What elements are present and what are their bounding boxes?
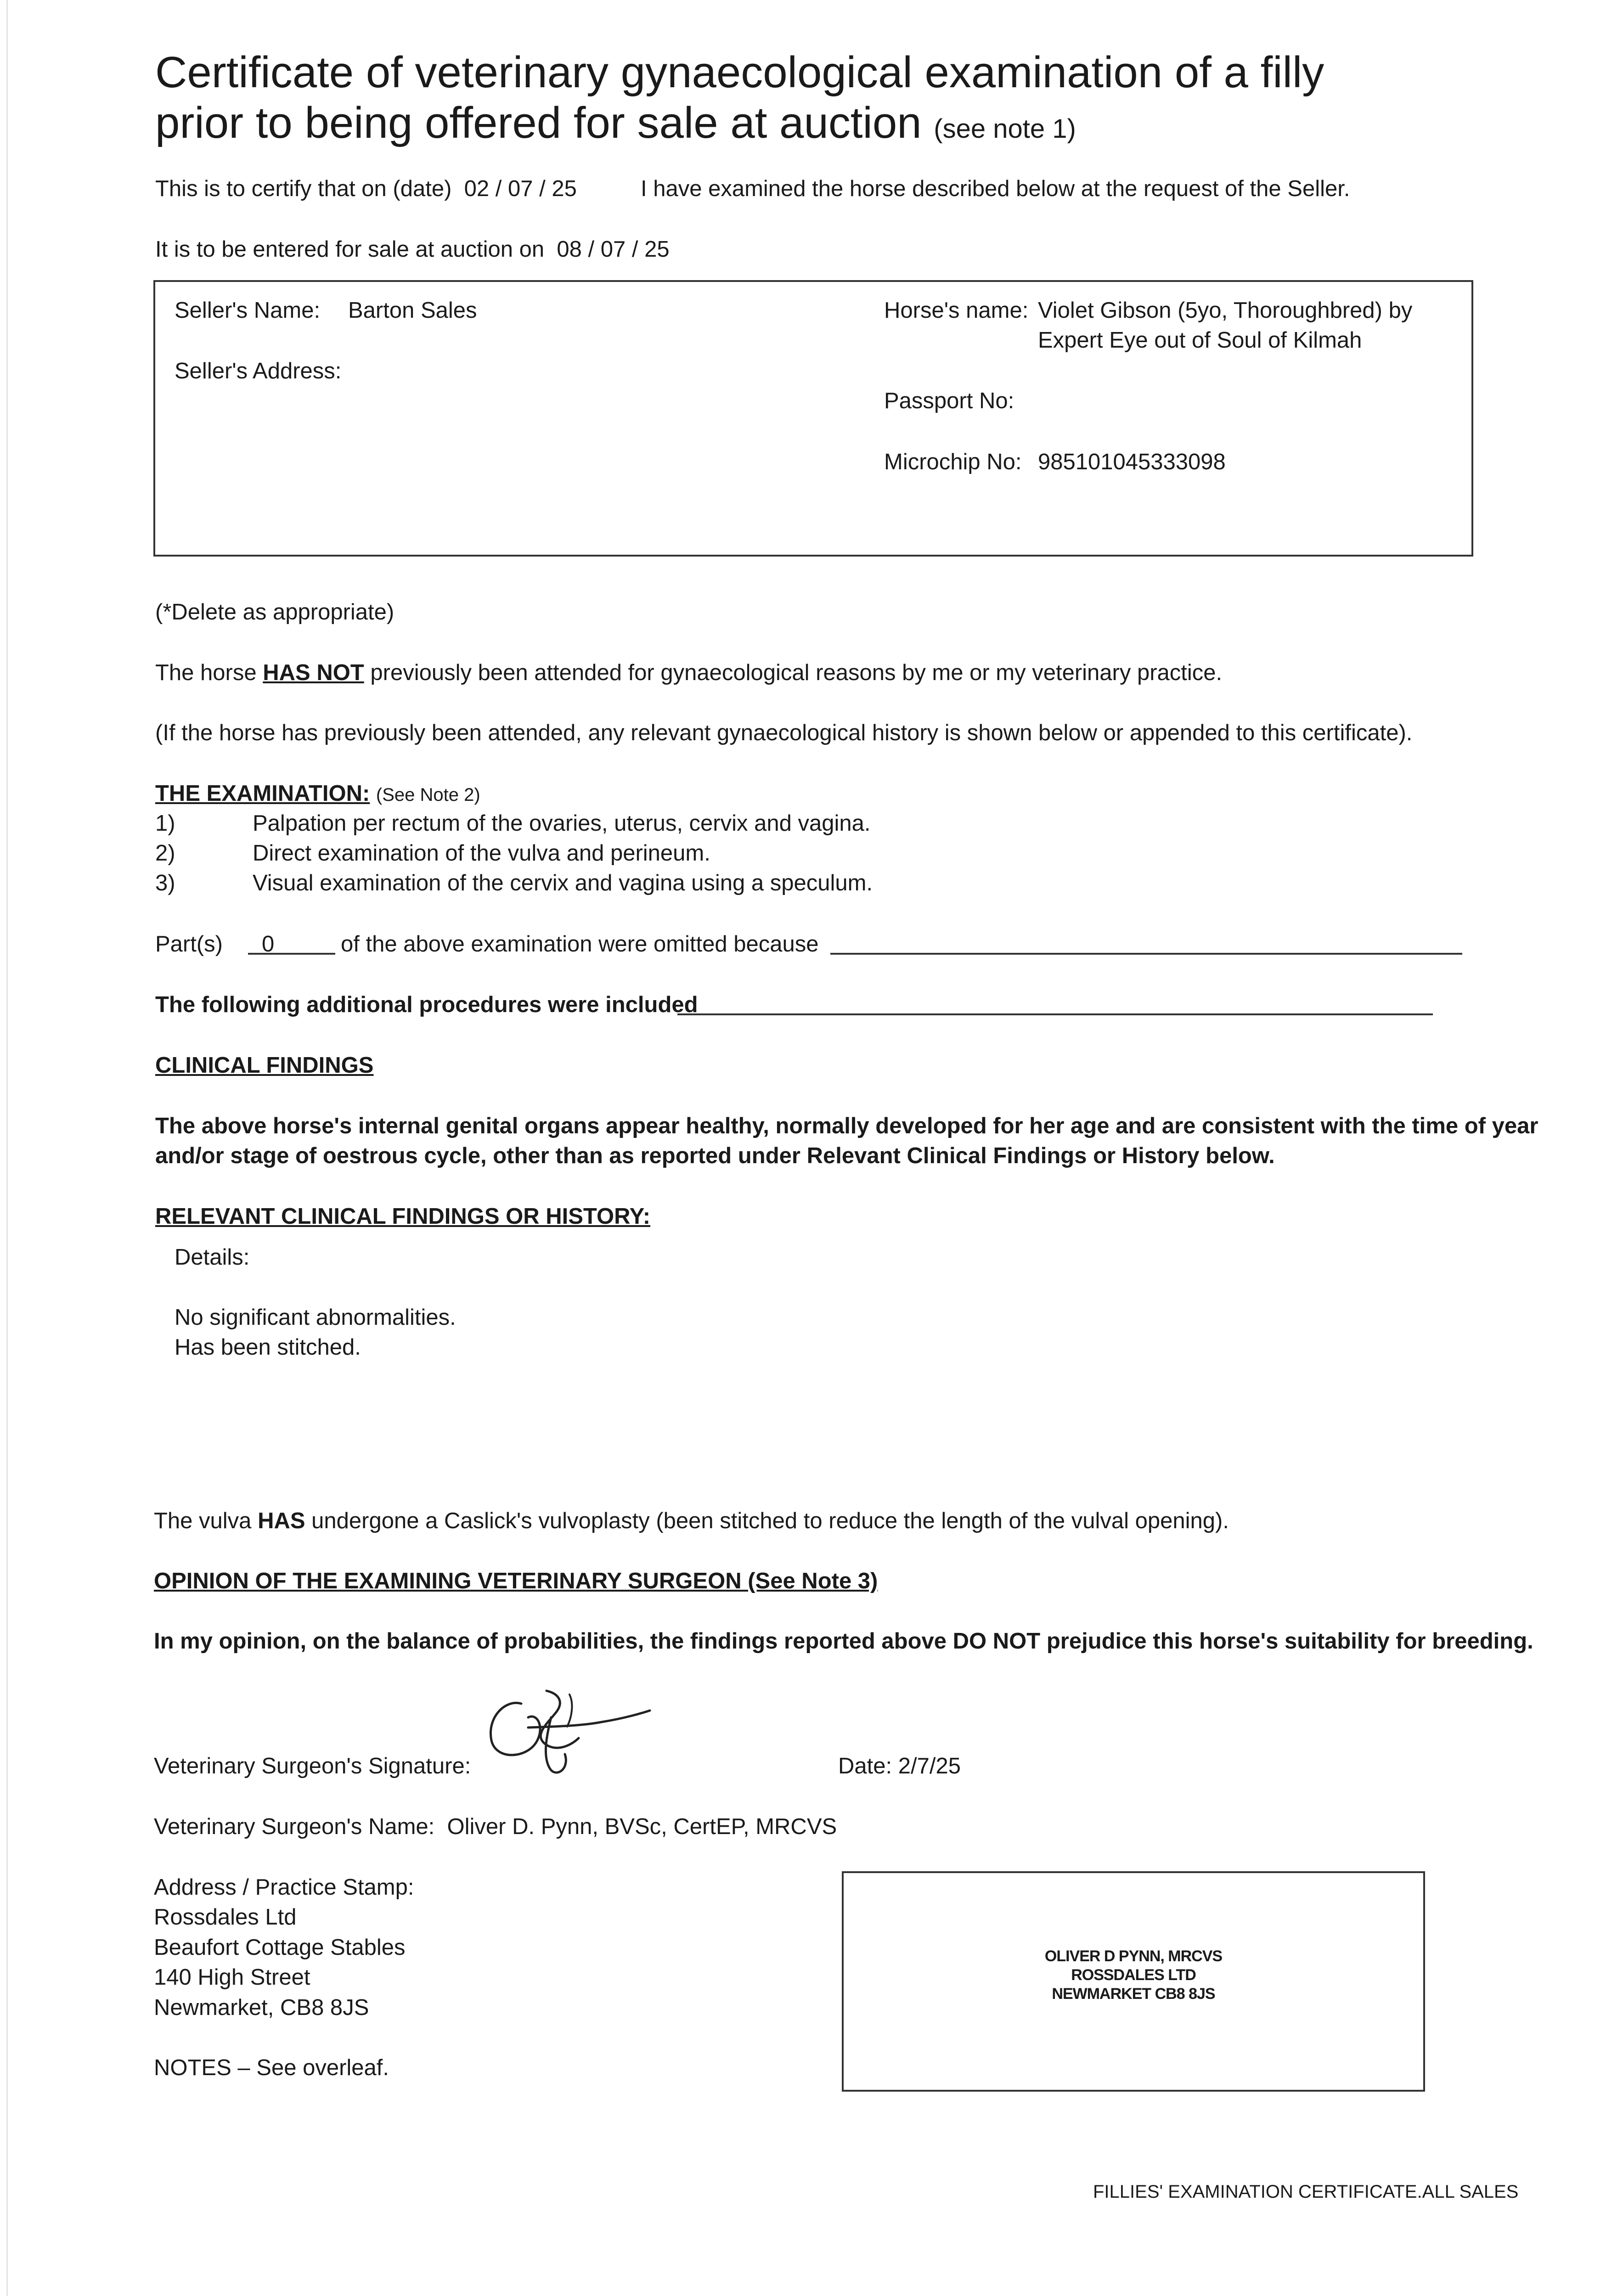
finding-detail-2: Has been stitched.: [175, 1335, 361, 1360]
examination-heading: THE EXAMINATION:: [155, 781, 370, 806]
attended-prefix: The horse: [155, 660, 257, 685]
surgeon-name: Oliver D. Pynn, BVSc, CertEP, MRCVS: [447, 1814, 837, 1839]
opinion-prefix: In my opinion, on the balance of probabilities, the findings reported above: [154, 1629, 947, 1654]
exam-date-line: [155, 176, 577, 202]
vulva-prefix: The vulva: [154, 1508, 252, 1533]
omitted-suffix: of the above examination were omitted because: [341, 932, 819, 957]
signature-date: 2/7/25: [898, 1754, 961, 1778]
seller-address-label: Seller's Address:: [175, 359, 342, 383]
exam-item-num-1: 1): [155, 811, 175, 836]
seller-name: Barton Sales: [348, 298, 477, 323]
opinion-statement: [154, 1628, 1533, 1654]
seller-name-label: Seller's Name:: [175, 298, 321, 323]
horse-name-label: Horse's name:: [884, 298, 1029, 323]
exam-item-text-2: Direct examination of the vulva and perineum.: [253, 841, 710, 866]
attended-statement: [155, 660, 1222, 686]
omitted-parts-value: 0: [262, 932, 275, 957]
page-edge-shadow: [6, 0, 8, 2296]
address-line1: Rossdales Ltd: [154, 1905, 297, 1930]
omitted-parts-field-line: [248, 953, 335, 955]
examination-heading-line: [155, 781, 480, 806]
exam-item-num-2: 2): [155, 841, 175, 866]
auction-date-line: [155, 236, 670, 262]
footer-form-name: FILLIES' EXAMINATION CERTIFICATE.ALL SALES: [1093, 2182, 1519, 2202]
notes-line: NOTES – See overleaf.: [154, 2055, 389, 2080]
practice-stamp: [842, 1947, 1425, 2003]
see-note-1: (see note 1): [934, 114, 1076, 144]
exam-item-text-1: Palpation per rectum of the ovaries, uterus, cervix and vagina.: [253, 811, 871, 836]
handwritten-signature: [478, 1685, 661, 1782]
relevant-findings-heading: RELEVANT CLINICAL FINDINGS OR HISTORY:: [155, 1204, 651, 1229]
vulva-statement: [154, 1508, 1229, 1534]
passport-label: Passport No:: [884, 388, 1014, 413]
attended-note: (If the horse has previously been attended, any relevant gynaecological history is shown below or appended to this certificate).: [155, 720, 1413, 745]
signature-date-line: [838, 1753, 961, 1779]
omitted-reason-field-line: [830, 953, 1462, 955]
address-line3: 140 High Street: [154, 1965, 310, 1990]
surgeon-name-line: [154, 1814, 837, 1840]
stamp-line1: OLIVER D PYNN, MRCVS: [1044, 1947, 1223, 1965]
certify-prefix: This is to certify that on (date): [155, 176, 452, 201]
stamp-line2: ROSSDALES LTD: [1071, 1966, 1196, 1984]
additional-procedures-field-line: [677, 1013, 1433, 1015]
clinical-findings-line2: and/or stage of oestrous cycle, other than as reported under Relevant Clinical Findings or History below.: [155, 1143, 1275, 1168]
vulva-suffix: undergone a Caslick's vulvoplasty (been stitched to reduce the length of the vulval opening).: [311, 1508, 1229, 1533]
details-label: Details:: [175, 1245, 250, 1270]
horse-name-line1: Violet Gibson (5yo, Thoroughbred) by: [1038, 298, 1413, 323]
signature-label: Veterinary Surgeon's Signature:: [154, 1754, 471, 1778]
certificate-title-line1: Certificate of veterinary gynaecological examination of a filly: [155, 48, 1324, 97]
has-not-emphasis: HAS NOT: [263, 660, 364, 685]
clinical-findings-line1: The above horse's internal genital organs appear healthy, normally developed for her age and are consistent with the time of year: [155, 1114, 1538, 1138]
omitted-prefix: Part(s): [155, 932, 223, 957]
address-line2: Beaufort Cottage Stables: [154, 1935, 406, 1960]
examination-note: (See Note 2): [376, 785, 480, 805]
auction-date: 08 / 07 / 25: [557, 237, 670, 262]
horse-name-line2: Expert Eye out of Soul of Kilmah: [1038, 328, 1362, 353]
certify-suffix: I have examined the horse described below at the request of the Seller.: [641, 176, 1350, 201]
attended-suffix: previously been attended for gynaecological reasons by me or my veterinary practice.: [370, 660, 1223, 685]
surgeon-name-label: Veterinary Surgeon's Name:: [154, 1814, 435, 1839]
additional-procedures-label: The following additional procedures were included: [155, 992, 698, 1017]
address-line4: Newmarket, CB8 8JS: [154, 1995, 369, 2020]
auction-prefix: It is to be entered for sale at auction on: [155, 237, 545, 262]
certificate-title-text: prior to being offered for sale at auction: [155, 98, 922, 147]
opinion-heading: OPINION OF THE EXAMINING VETERINARY SURGEON (See Note 3): [154, 1569, 878, 1593]
delete-as-appropriate: (*Delete as appropriate): [155, 600, 394, 625]
do-not-emphasis: DO NOT: [952, 1629, 1041, 1654]
exam-item-num-3: 3): [155, 871, 175, 895]
exam-item-text-3: Visual examination of the cervix and vagina using a speculum.: [253, 871, 873, 895]
stamp-line3: NEWMARKET CB8 8JS: [1052, 1985, 1215, 2003]
microchip-label: Microchip No:: [884, 450, 1022, 474]
opinion-suffix: prejudice this horse's suitability for breeding.: [1046, 1629, 1533, 1654]
has-emphasis: HAS: [258, 1508, 305, 1533]
exam-date: 02 / 07 / 25: [464, 176, 577, 201]
date-label: Date:: [838, 1754, 892, 1778]
certificate-title-line2: [155, 96, 1076, 149]
address-label: Address / Practice Stamp:: [154, 1875, 414, 1900]
clinical-findings-heading: CLINICAL FINDINGS: [155, 1053, 374, 1078]
microchip-number: 985101045333098: [1038, 450, 1226, 474]
finding-detail-1: No significant abnormalities.: [175, 1305, 456, 1330]
